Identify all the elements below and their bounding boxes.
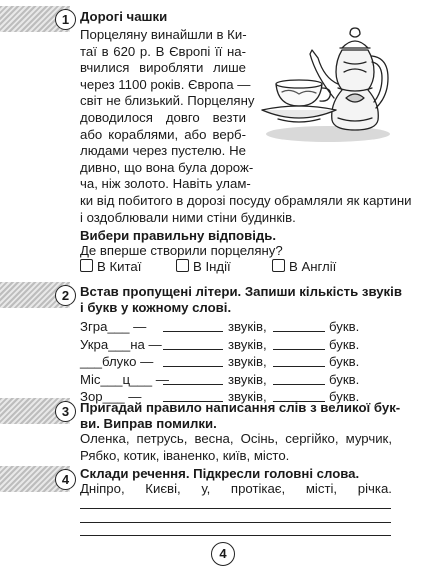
word: Згра___ — <box>80 319 147 334</box>
paragraph-line: Порцеляну винайшли в Ки- <box>80 27 247 42</box>
sounds-label: звуків, <box>228 389 267 404</box>
word: Зор___ — <box>80 389 142 404</box>
paragraph-line: доводилося довго везти <box>80 109 246 125</box>
section-1-title: Дорогі чашки <box>80 9 168 24</box>
paragraph-line: вчилися виробляти лише <box>80 60 246 76</box>
word-chip: місті, <box>305 481 338 496</box>
letters-blank[interactable] <box>273 373 325 385</box>
section-1-question: Де вперше створили порцеляну? <box>80 243 283 258</box>
word-row <box>80 371 360 389</box>
answer-option-india[interactable] <box>176 259 231 276</box>
paragraph-line: або кораблями, або верб- <box>80 126 246 142</box>
section-1-paragraph-continued <box>80 193 412 226</box>
letters-label: букв. <box>329 389 360 404</box>
writing-line[interactable] <box>80 535 391 536</box>
section-1-number: 1 <box>55 9 76 30</box>
letters-label: букв. <box>329 336 360 352</box>
answer-option-england[interactable] <box>272 259 336 276</box>
word-row <box>80 318 360 336</box>
letters-label: букв. <box>329 319 360 334</box>
sounds-label: звуків, <box>228 319 267 334</box>
word-chip: протікає, <box>230 481 286 496</box>
sounds-label: звуків, <box>228 354 267 369</box>
section-1-paragraph <box>80 27 255 193</box>
word: Міс___ц___ — <box>80 371 169 387</box>
porcelain-teapot-illustration <box>258 22 402 144</box>
section-4-words <box>80 481 392 498</box>
letters-label: букв. <box>329 371 360 387</box>
letters-blank[interactable] <box>273 355 325 367</box>
paragraph-line: через 1100 років. Європа — <box>80 76 251 92</box>
paragraph-line: ки від побитого в дорозі посуду обрамляли як картини <box>80 193 412 208</box>
word-chip: Києві, <box>145 481 181 496</box>
section-4-title: Склади речення. Підкресли головні слова. <box>80 466 360 481</box>
sounds-label: звуків, <box>228 336 267 352</box>
page-number: 4 <box>211 542 235 566</box>
word-chip: Дніпро, <box>80 481 125 496</box>
paragraph-line: і оздоблювали ними стіни будинків. <box>80 209 296 225</box>
paragraph-line: світ не близький. Порцеляну <box>80 93 255 109</box>
word-chip: річка. <box>357 481 392 496</box>
section-4-number: 4 <box>55 469 76 490</box>
paragraph-line: таї в 620 р. В Європі її на- <box>80 43 246 59</box>
writing-line[interactable] <box>80 508 391 509</box>
word-chip: у, <box>201 481 211 496</box>
section-2-title: Встав пропущені літери. Запиши кількість звуків і букв у кожному слові. <box>80 284 402 315</box>
section-1-task: Вибери правильну відповідь. <box>80 228 277 243</box>
letters-blank[interactable] <box>273 320 325 332</box>
word-row <box>80 336 360 354</box>
sounds-blank[interactable] <box>163 373 223 385</box>
section-3-number: 3 <box>55 401 76 422</box>
sounds-blank[interactable] <box>163 338 223 350</box>
checkbox-india[interactable] <box>176 259 189 272</box>
option-label: В Китаї <box>97 259 142 274</box>
letters-blank[interactable] <box>273 338 325 350</box>
answer-option-china[interactable] <box>80 259 141 276</box>
word: Укра___на — <box>80 336 162 352</box>
sounds-blank[interactable] <box>163 320 223 332</box>
checkbox-china[interactable] <box>80 259 93 272</box>
section-2-rows <box>80 318 360 406</box>
paragraph-line: ча, ніж золото. Навіть улам- <box>80 176 251 192</box>
checkbox-england[interactable] <box>272 259 285 272</box>
letters-label: букв. <box>329 354 360 369</box>
section-3-title: Пригадай правило написання слів з великої бук- ви. Виправ помилки. <box>80 400 401 431</box>
option-label: В Індії <box>193 259 231 274</box>
section-2-number: 2 <box>55 285 76 306</box>
section-3-text: Оленка, петрусь, весна, Осінь, сергійко, мурчик, Рябко, котик, іваненко, київ, місто. <box>80 431 392 463</box>
paragraph-line: дивно, що вона була дорож- <box>80 159 254 175</box>
word-row <box>80 353 360 371</box>
option-label: В Англії <box>289 259 337 274</box>
paragraph-line: людами через пустелю. Не <box>80 143 246 159</box>
sounds-blank[interactable] <box>163 355 223 367</box>
word: ___блуко — <box>80 354 154 369</box>
sounds-label: звуків, <box>228 371 267 387</box>
writing-line[interactable] <box>80 522 391 523</box>
